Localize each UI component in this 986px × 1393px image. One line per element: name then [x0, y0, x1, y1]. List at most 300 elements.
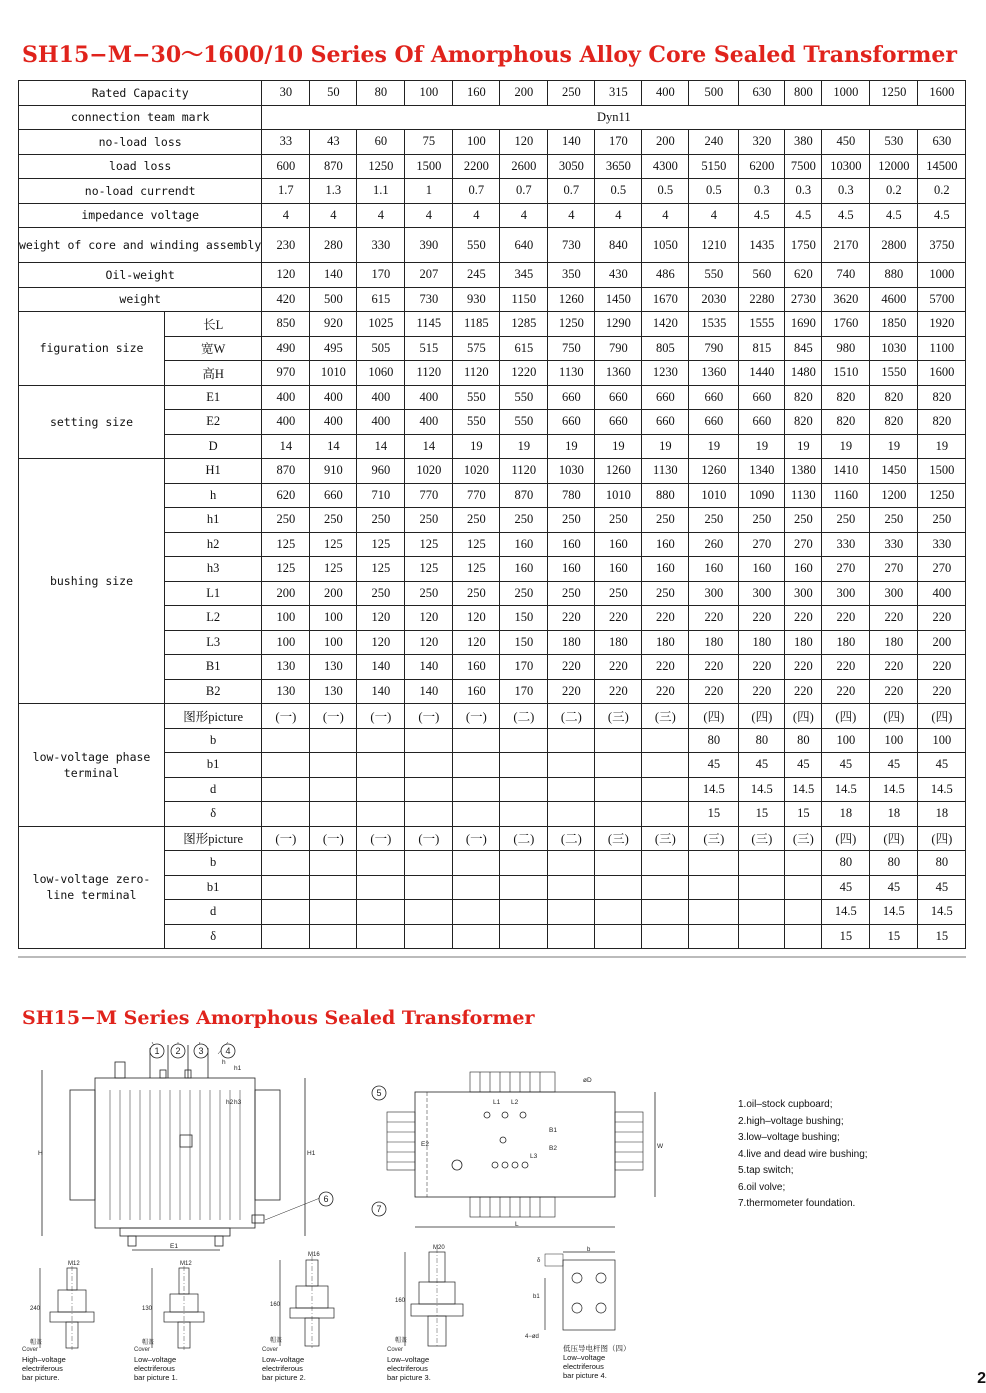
table-cell: 19: [595, 434, 642, 459]
table-cell: 220: [918, 655, 966, 680]
table-cell: 170: [357, 263, 405, 288]
sub-label: h2: [164, 532, 261, 557]
table-cell: 2800: [870, 228, 918, 263]
table-cell: 5700: [918, 287, 966, 312]
table-cell: 250: [642, 508, 689, 533]
sub-label: δ: [164, 924, 261, 949]
table-cell: [310, 802, 357, 827]
table-cell: 45: [739, 753, 785, 778]
component-legend: [738, 1097, 868, 1213]
table-cell: [405, 802, 453, 827]
table-cell: [785, 924, 822, 949]
table-cell: 1050: [642, 228, 689, 263]
bar-caption-lv1: Cover Low–voltage electriferous bar picture 1.: [134, 1347, 178, 1382]
table-cell: 14: [310, 434, 357, 459]
table-cell: 130: [310, 655, 357, 680]
table-cell: [357, 875, 405, 900]
table-cell: (四): [822, 704, 870, 729]
table-cell: 490: [262, 336, 310, 361]
table-cell: 125: [357, 532, 405, 557]
sub-label: B2: [164, 679, 261, 704]
table-cell: 45: [870, 753, 918, 778]
table-cell: 4.5: [918, 203, 966, 228]
table-cell: 330: [870, 532, 918, 557]
table-cell: 19: [453, 434, 500, 459]
table-cell: 800: [785, 81, 822, 106]
table-cell: 14.5: [822, 900, 870, 925]
table-cell: 160: [595, 557, 642, 582]
table-cell: 880: [870, 263, 918, 288]
table-cell: 14.5: [785, 777, 822, 802]
table-cell: (四): [739, 704, 785, 729]
table-cell: 400: [262, 410, 310, 435]
table-cell: 4: [642, 203, 689, 228]
table-cell: 1: [405, 179, 453, 204]
table-cell: 45: [918, 753, 966, 778]
table-cell: [595, 802, 642, 827]
table-cell: 660: [739, 385, 785, 410]
table-cell: 3620: [822, 287, 870, 312]
table-cell: 420: [262, 287, 310, 312]
table-cell: [548, 900, 595, 925]
table-cell: 245: [453, 263, 500, 288]
table-cell: [405, 753, 453, 778]
table-cell: 560: [739, 263, 785, 288]
table-cell: 4: [500, 203, 548, 228]
row-label: load loss: [19, 154, 262, 179]
sub-label: 图形picture: [164, 826, 261, 851]
table-row: [19, 459, 966, 484]
table-cell: 4.5: [822, 203, 870, 228]
bar-dim: M16: [308, 1252, 320, 1258]
legend-item: 1.oil–stock cupboard;: [738, 1099, 833, 1110]
bar-drawing-lv1: [140, 1258, 230, 1353]
table-cell: 14.5: [870, 900, 918, 925]
table-cell: 845: [785, 336, 822, 361]
table-cell: 820: [785, 410, 822, 435]
table-cell: 220: [548, 606, 595, 631]
row-label: weight: [19, 287, 262, 312]
table-cell: 660: [310, 483, 357, 508]
table-cell: [642, 900, 689, 925]
table-cell: 550: [689, 263, 739, 288]
table-cell: 125: [262, 557, 310, 582]
table-cell: 1260: [595, 459, 642, 484]
table-cell: [642, 728, 689, 753]
dim-L1: L1: [493, 1099, 501, 1106]
table-cell: 100: [262, 630, 310, 655]
legend-item: 4.live and dead wire bushing;: [738, 1148, 868, 1160]
table-cell: 1160: [822, 483, 870, 508]
table-cell: 160: [739, 557, 785, 582]
table-cell: 820: [870, 410, 918, 435]
table-cell: 250: [595, 581, 642, 606]
table-cell: 180: [548, 630, 595, 655]
table-cell: 615: [500, 336, 548, 361]
bar-caption-lv3: Cover Low–voltage electriferous bar picture 3.: [387, 1347, 431, 1382]
table-cell: 180: [689, 630, 739, 655]
sub-label: L1: [164, 581, 261, 606]
table-cell: 14.5: [822, 777, 870, 802]
dim-h2: h2: [226, 1099, 234, 1106]
table-cell: 1450: [595, 287, 642, 312]
table-cell: 220: [642, 606, 689, 631]
table-cell: 125: [405, 532, 453, 557]
table-cell: (三): [689, 826, 739, 851]
table-row: [19, 105, 966, 130]
table-cell: 160: [500, 532, 548, 557]
table-cell: [357, 900, 405, 925]
table-cell: (四): [918, 704, 966, 729]
sub-label: 高H: [164, 361, 261, 386]
table-cell: (三): [785, 826, 822, 851]
sub-label: 长L: [164, 312, 261, 337]
table-cell: 220: [822, 606, 870, 631]
bar-dim: 160: [395, 1298, 406, 1304]
table-cell: 1200: [870, 483, 918, 508]
table-cell: 0.5: [689, 179, 739, 204]
row-label: no-load loss: [19, 130, 262, 155]
table-cell: 1210: [689, 228, 739, 263]
table-cell: 250: [453, 581, 500, 606]
table-cell: 75: [405, 130, 453, 155]
table-cell: 14.5: [870, 777, 918, 802]
table-cell: 1440: [739, 361, 785, 386]
bar-dim: M12: [68, 1261, 80, 1267]
dim-L3: L3: [530, 1153, 538, 1160]
table-cell: 320: [739, 130, 785, 155]
table-cell: 120: [357, 606, 405, 631]
table-cell: 820: [785, 385, 822, 410]
table-cell: 250: [870, 508, 918, 533]
table-cell: (一): [310, 826, 357, 851]
table-cell: [357, 777, 405, 802]
table-cell: [689, 900, 739, 925]
table-cell: 250: [357, 508, 405, 533]
sub-label: L3: [164, 630, 261, 655]
table-cell: 730: [405, 287, 453, 312]
sub-label: D: [164, 434, 261, 459]
sub-label: d: [164, 777, 261, 802]
table-cell: 550: [453, 228, 500, 263]
table-cell: 630: [918, 130, 966, 155]
table-cell: [453, 924, 500, 949]
table-cell: 910: [310, 459, 357, 484]
legend-item: 6.oil volve;: [738, 1181, 786, 1193]
dim-h1: h1: [234, 1065, 242, 1072]
table-cell: 820: [822, 410, 870, 435]
bar-drawing-lv2: [268, 1250, 358, 1350]
table-cell: 220: [689, 606, 739, 631]
table-cell: 0.7: [548, 179, 595, 204]
table-cell: (四): [918, 826, 966, 851]
table-cell: 160: [689, 557, 739, 582]
table-cell: [357, 753, 405, 778]
table-cell: [262, 875, 310, 900]
table-cell: 80: [870, 851, 918, 876]
table-cell: 870: [310, 154, 357, 179]
table-cell: [262, 753, 310, 778]
table-cell: 180: [822, 630, 870, 655]
cover-label: 帽盖: [270, 1338, 283, 1344]
table-cell: 820: [918, 410, 966, 435]
table-cell: [500, 728, 548, 753]
table-cell: 180: [642, 630, 689, 655]
table-cell: [595, 900, 642, 925]
table-cell: 2030: [689, 287, 739, 312]
table-cell: 250: [357, 581, 405, 606]
table-cell: 200: [262, 581, 310, 606]
table-cell: 880: [642, 483, 689, 508]
row-label: no-load currendt: [19, 179, 262, 204]
table-cell: 160: [453, 679, 500, 704]
table-cell: Dyn11: [262, 105, 966, 130]
table-cell: [642, 875, 689, 900]
table-cell: 140: [357, 655, 405, 680]
table-cell: 1230: [642, 361, 689, 386]
dim-L: L: [515, 1221, 519, 1228]
table-cell: 1250: [870, 81, 918, 106]
table-cell: 2730: [785, 287, 822, 312]
table-cell: 550: [500, 385, 548, 410]
table-cell: 30: [262, 81, 310, 106]
dim-L2: L2: [511, 1099, 519, 1106]
table-cell: [689, 851, 739, 876]
bar-dim: 160: [270, 1302, 281, 1308]
table-cell: [642, 777, 689, 802]
tank-top-outline: [415, 1092, 615, 1197]
table-cell: 750: [548, 336, 595, 361]
table-cell: 220: [739, 655, 785, 680]
table-cell: 15: [739, 802, 785, 827]
table-cell: 4.5: [870, 203, 918, 228]
table-cell: 300: [689, 581, 739, 606]
table-cell: [595, 924, 642, 949]
table-cell: [739, 900, 785, 925]
table-cell: 0.7: [500, 179, 548, 204]
table-cell: (三): [642, 826, 689, 851]
table-cell: 400: [405, 410, 453, 435]
table-cell: 870: [500, 483, 548, 508]
table-cell: 200: [918, 630, 966, 655]
table-cell: [453, 753, 500, 778]
table-cell: 790: [595, 336, 642, 361]
table-cell: 1670: [642, 287, 689, 312]
callout-1: 1: [154, 1046, 160, 1056]
bar-caption-lv2: Cover Low–voltage electriferous bar picture 2.: [262, 1347, 306, 1382]
table-cell: (一): [262, 826, 310, 851]
table-cell: 250: [453, 508, 500, 533]
table-cell: [500, 851, 548, 876]
table-cell: 2600: [500, 154, 548, 179]
sub-label: 宽W: [164, 336, 261, 361]
table-cell: 1600: [918, 81, 966, 106]
table-cell: 1260: [548, 287, 595, 312]
table-cell: 100: [870, 728, 918, 753]
spec-table: [18, 80, 966, 949]
table-cell: 660: [689, 385, 739, 410]
table-cell: 960: [357, 459, 405, 484]
table-cell: [595, 777, 642, 802]
table-cell: 1920: [918, 312, 966, 337]
table-cell: [595, 851, 642, 876]
table-cell: 450: [822, 130, 870, 155]
table-cell: [262, 900, 310, 925]
section-title: SH15−M Series Amorphous Sealed Transformer: [22, 1007, 535, 1029]
table-cell: [405, 924, 453, 949]
table-cell: [548, 924, 595, 949]
table-cell: 710: [357, 483, 405, 508]
table-cell: 1850: [870, 312, 918, 337]
table-cell: 600: [262, 154, 310, 179]
row-label: connection team mark: [19, 105, 262, 130]
table-cell: 220: [689, 679, 739, 704]
table-cell: 100: [310, 630, 357, 655]
table-cell: 250: [548, 581, 595, 606]
table-cell: 250: [822, 508, 870, 533]
bar-dim: b1: [533, 1294, 540, 1300]
table-cell: (一): [310, 704, 357, 729]
table-cell: 300: [739, 581, 785, 606]
table-cell: [262, 777, 310, 802]
sub-label: b1: [164, 875, 261, 900]
dim-H: H: [38, 1150, 43, 1157]
table-cell: 1025: [357, 312, 405, 337]
dim-h: h: [222, 1059, 226, 1066]
table-cell: [453, 851, 500, 876]
table-cell: 160: [642, 557, 689, 582]
table-cell: 300: [870, 581, 918, 606]
table-cell: (一): [453, 704, 500, 729]
table-cell: 80: [739, 728, 785, 753]
table-cell: [357, 851, 405, 876]
table-cell: 1510: [822, 361, 870, 386]
table-cell: 4: [262, 203, 310, 228]
table-cell: [595, 753, 642, 778]
table-cell: [405, 851, 453, 876]
bar-drawing-lv3: [393, 1242, 483, 1350]
table-cell: 620: [262, 483, 310, 508]
table-cell: [310, 777, 357, 802]
table-cell: 660: [642, 385, 689, 410]
table-cell: 1250: [918, 483, 966, 508]
table-cell: 1.1: [357, 179, 405, 204]
table-cell: [642, 924, 689, 949]
table-row: [19, 203, 966, 228]
table-cell: 220: [785, 679, 822, 704]
table-cell: 770: [405, 483, 453, 508]
table-cell: 14: [262, 434, 310, 459]
table-cell: 125: [310, 557, 357, 582]
table-cell: 130: [262, 679, 310, 704]
table-row: [19, 704, 966, 729]
table-cell: (一): [453, 826, 500, 851]
table-cell: 270: [918, 557, 966, 582]
table-row: [19, 312, 966, 337]
table-cell: 920: [310, 312, 357, 337]
table-row: [19, 263, 966, 288]
callouts-front: [140, 1040, 350, 1215]
table-cell: 180: [739, 630, 785, 655]
table-cell: 18: [870, 802, 918, 827]
table-cell: [310, 728, 357, 753]
table-cell: [405, 875, 453, 900]
table-cell: (四): [870, 704, 918, 729]
row-label: impedance voltage: [19, 203, 262, 228]
table-cell: 220: [918, 606, 966, 631]
table-cell: 330: [822, 532, 870, 557]
table-cell: 80: [357, 81, 405, 106]
table-cell: 390: [405, 228, 453, 263]
table-cell: 870: [262, 459, 310, 484]
table-cell: 660: [739, 410, 785, 435]
table-cell: [453, 802, 500, 827]
table-cell: 230: [262, 228, 310, 263]
table-row: [19, 385, 966, 410]
table-cell: 1360: [595, 361, 642, 386]
cover-label: 帽盖: [395, 1338, 408, 1344]
table-cell: [739, 851, 785, 876]
table-cell: 220: [739, 679, 785, 704]
table-cell: 220: [595, 655, 642, 680]
table-cell: (三): [595, 704, 642, 729]
table-row: [19, 130, 966, 155]
table-cell: 120: [500, 130, 548, 155]
table-cell: 1410: [822, 459, 870, 484]
table-cell: 0.2: [870, 179, 918, 204]
table-cell: 3750: [918, 228, 966, 263]
table-cell: 220: [739, 606, 785, 631]
table-cell: 100: [822, 728, 870, 753]
callout-6: 6: [323, 1194, 329, 1204]
table-cell: 170: [595, 130, 642, 155]
bar-drawing-hv: [28, 1258, 118, 1353]
table-cell: 615: [357, 287, 405, 312]
table-cell: 400: [357, 410, 405, 435]
table-cell: 1010: [310, 361, 357, 386]
table-cell: 4: [405, 203, 453, 228]
table-cell: [548, 851, 595, 876]
table-cell: 45: [822, 753, 870, 778]
table-cell: 14.5: [689, 777, 739, 802]
table-cell: 300: [785, 581, 822, 606]
table-cell: 2280: [739, 287, 785, 312]
table-cell: 1130: [548, 361, 595, 386]
table-cell: 780: [548, 483, 595, 508]
table-cell: 160: [548, 532, 595, 557]
table-cell: 1535: [689, 312, 739, 337]
table-cell: [453, 875, 500, 900]
table-cell: 15: [785, 802, 822, 827]
table-cell: [500, 802, 548, 827]
table-cell: 100: [918, 728, 966, 753]
table-cell: 120: [453, 630, 500, 655]
table-cell: 430: [595, 263, 642, 288]
table-row: [19, 287, 966, 312]
table-cell: [500, 777, 548, 802]
cover-label: 帽盖: [142, 1340, 155, 1346]
table-cell: 550: [453, 385, 500, 410]
legend-item: 2.high–voltage bushing;: [738, 1115, 844, 1127]
table-cell: 15: [870, 924, 918, 949]
table-cell: 4: [453, 203, 500, 228]
table-cell: 1000: [822, 81, 870, 106]
table-cell: (四): [785, 704, 822, 729]
dim-E2: E2: [421, 1141, 429, 1148]
table-cell: 45: [822, 875, 870, 900]
table-cell: [548, 728, 595, 753]
table-cell: 1000: [918, 263, 966, 288]
